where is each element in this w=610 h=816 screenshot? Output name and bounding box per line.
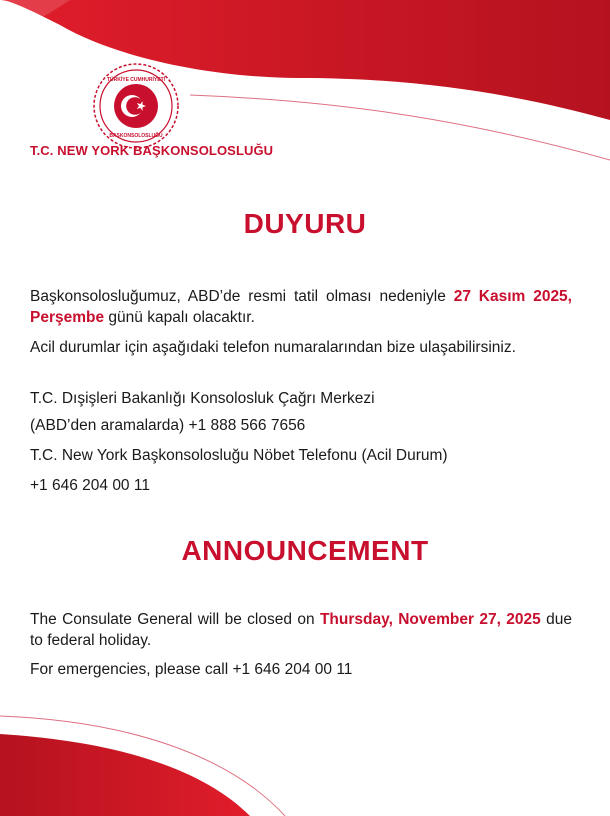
en-closure-date: Thursday, November 27, 2025 — [319, 611, 541, 628]
en-closure-text-a: The Consulate General will be closed on — [30, 611, 320, 628]
en-closure-text-b: due to federal holiday. — [30, 611, 572, 649]
consulate-seal — [88, 58, 184, 154]
tr-duty-phone-label: T.C. New York Başkonsolosluğu Nöbet Telefonu (Acil Durum) — [30, 447, 448, 464]
tr-closure-date: 27 Kasım 2025, Perşembe — [30, 288, 572, 326]
en-emergency-phone: For emergencies, please call +1 646 204 00 11 — [30, 661, 353, 678]
en-closure-paragraph — [30, 609, 572, 651]
tr-closure-text-a: Başkonsolosluğumuz, ABD’de resmi tatil olması nedeniyle — [30, 288, 454, 305]
heading-announcement: ANNOUNCEMENT — [181, 535, 429, 566]
tr-duty-phone: +1 646 204 00 11 — [30, 477, 150, 494]
tr-call-center-label: T.C. Dışişleri Bakanlığı Konsolosluk Çağrı Merkezi — [30, 390, 375, 407]
turkish-consulate-seal-icon — [88, 58, 184, 154]
org-name: T.C. NEW YORK BAŞKONSOLOSLUĞU — [30, 143, 274, 158]
tr-emergency-intro: Acil durumlar için aşağıdaki telefon numaralarından bize ulaşabilirsiniz. — [30, 339, 516, 356]
seal-text-bottom: BAŞKONSOLOSLUĞU — [109, 133, 163, 139]
bottom-decorative-wave — [0, 706, 610, 816]
seal-text-top: TÜRKİYE CUMHURİYETİ — [106, 77, 166, 83]
tr-closure-text-b: günü kapalı olacaktır. — [104, 309, 255, 326]
tr-call-center-phone: (ABD’den aramalarda) +1 888 566 7656 — [30, 417, 306, 434]
tr-closure-paragraph — [30, 286, 572, 328]
heading-duyuru: DUYURU — [243, 208, 367, 239]
